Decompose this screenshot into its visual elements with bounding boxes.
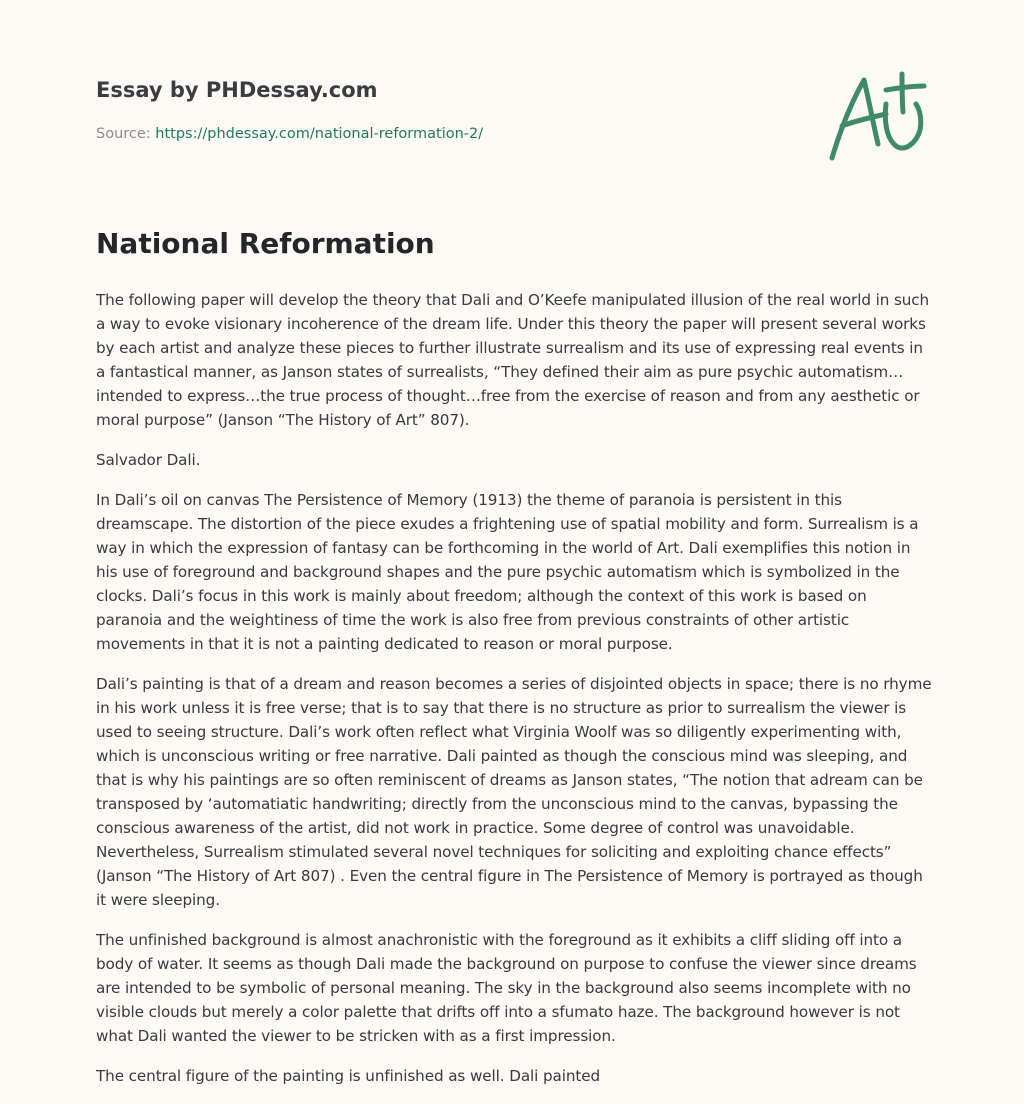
source-label: Source: [96, 126, 151, 142]
source-link[interactable]: https://phdessay.com/national-reformation-2/ [155, 126, 484, 142]
article-content [96, 226, 932, 1104]
paragraph: The following paper will develop the theory that Dali and O’Keefe manipulated illusion of the real world in such a way to evoke visionary incoherence of the dream life. Under this theory the paper will present several works by each artist and analyze these pieces to further illustrate surrealism and its use of expressing real events in a fantastical manner, as Janson states of surrealists, “They defined their aim as pure psychic automatism… intended to express…the true process of thought…free from the exercise of reason and from any aesthetic or moral purpose” (Janson “The History of Art” 807). [96, 291, 930, 429]
site-brand: Essay by PHDessay.com [96, 78, 378, 102]
paragraph: Dali’s painting is that of a dream and reason becomes a series of disjointed objects in space; there is no rhyme in his work unless it is free verse; that is to say that there is no structure as prior to surrealism the viewer is used to seeing structure. Dali’s work often reflect what Virginia Woolf was so diligently experimenting with, which is unconscious writing or free narrative. Dali painted as though the conscious mind was sleeping, and that is why his paintings are so often reminiscent of dreams as Janson states, “The notion that adream can be transposed by ‘automatiatic handwriting; directly from the unconscious mind to the canvas, bypassing the conscious awareness of the artist, did not work in practice. Some degree of control was unavoidable. Nevertheless, Surrealism stimulated several novel techniques for soliciting and exploiting chance effects” (Janson “The History of Art 807) . Even the central figure in The Persistence of Memory is portrayed as though it were sleeping. [96, 675, 932, 909]
site-header [96, 76, 926, 176]
article-title: National Reformation [96, 227, 435, 260]
a-plus-logo-icon [824, 68, 928, 168]
paragraph: Salvador Dali. [96, 451, 201, 469]
paragraph: The central figure of the painting is unfinished as well. Dali painted [96, 1067, 601, 1085]
paragraph: In Dali’s oil on canvas The Persistence of Memory (1913) the theme of paranoia is persistent in this dreamscape. The distortion of the piece exudes a frightening use of spatial mobility and form. Surrealism is a way in which the expression of fantasy can be forthcoming in the world of Art. Dali exemplifies this notion in his use of foreground and background shapes and the pure psychic automatism which is symbolized in the clocks. Dali’s focus in this work is mainly about freedom; although the context of this work is based on paranoia and the weightiness of time the work is also free from previous constraints of other artistic movements in that it is not a painting dedicated to reason or moral purpose. [96, 491, 919, 653]
paragraph: The unfinished background is almost anachronistic with the foreground as it exhibits a cliff sliding off into a body of water. It seems as though Dali made the background on purpose to confuse the viewer since dreams are intended to be symbolic of personal meaning. The sky in the background also seems incomplete with no visible clouds but merely a color palette that drifts off into a sfumato haze. The background however is not what Dali wanted the viewer to be stricken with as a first impression. [96, 931, 917, 1045]
source-line [96, 124, 926, 144]
